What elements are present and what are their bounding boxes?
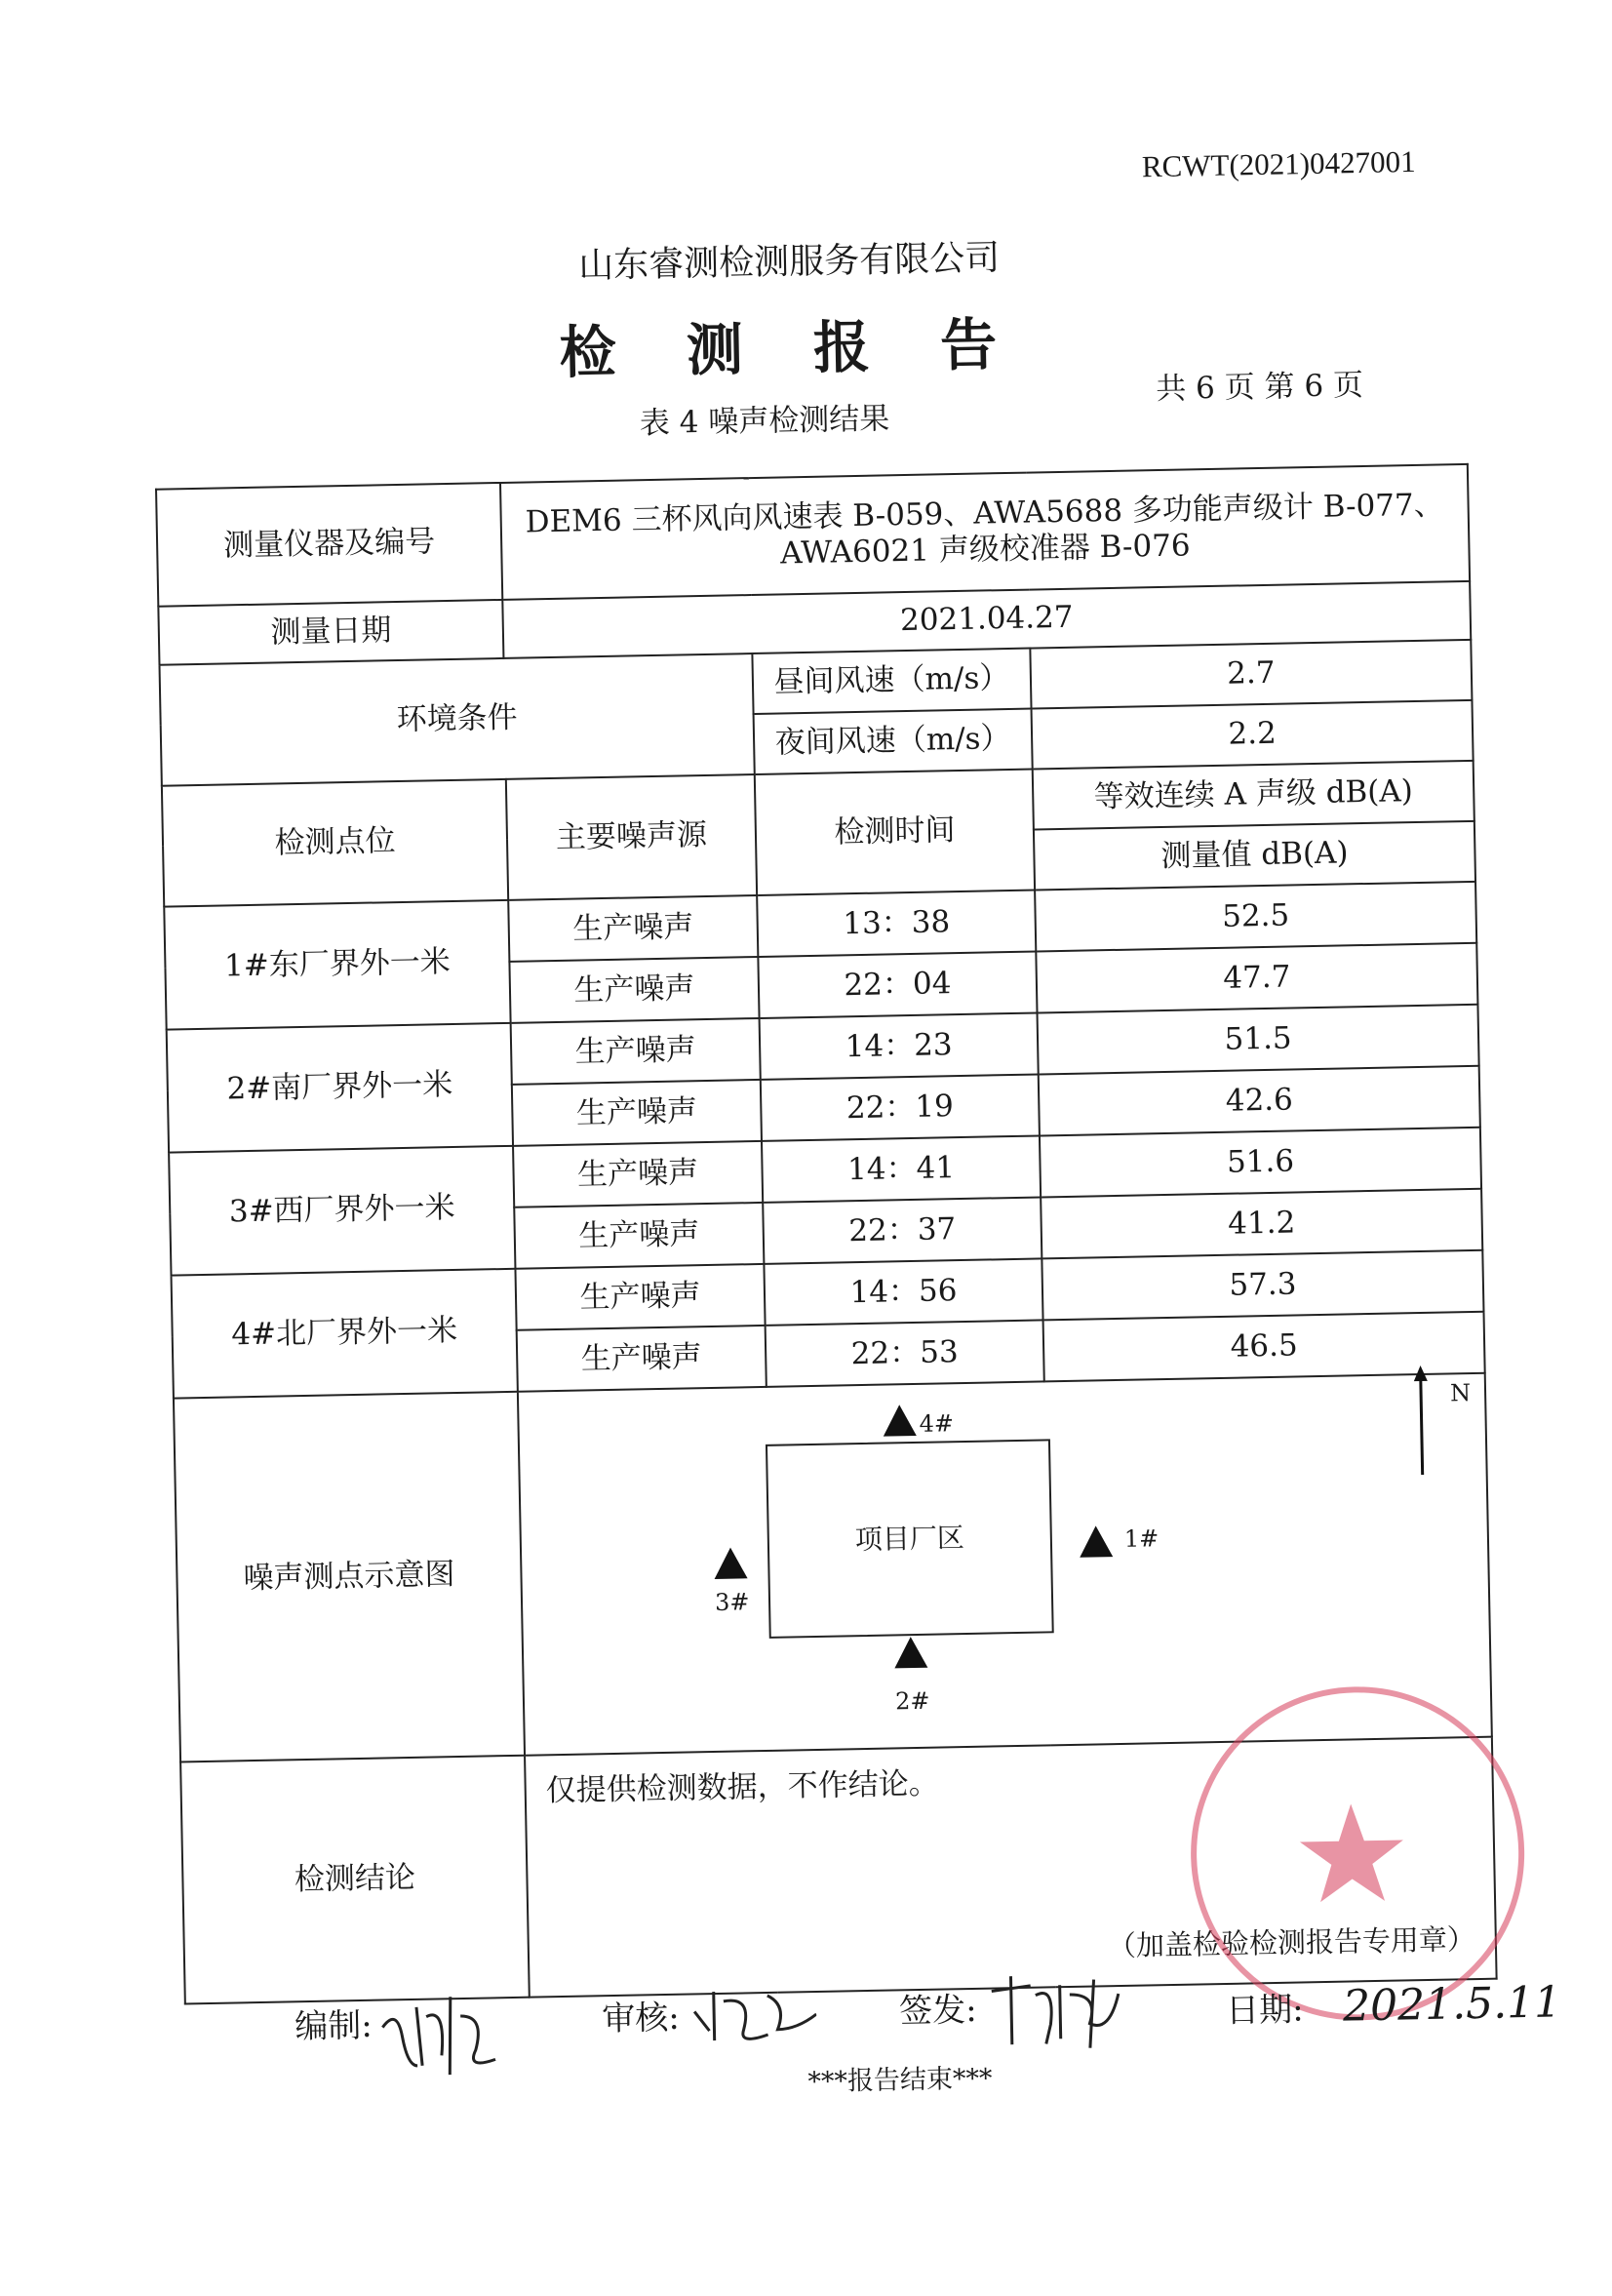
measure-time: 22：19 <box>761 1074 1040 1140</box>
measured-value: 46.5 <box>1043 1312 1485 1382</box>
project-area-box <box>766 1439 1054 1639</box>
point-4-label: 4# <box>919 1409 955 1438</box>
north-label: N <box>1449 1379 1472 1407</box>
night-wind-label: 夜间风速（m/s） <box>754 709 1033 774</box>
reviewer-signature <box>689 1980 817 2050</box>
point-name: 3#西厂界外一米 <box>169 1146 515 1276</box>
noise-source: 生产噪声 <box>508 895 758 962</box>
document-number: RCWT(2021)0427001 <box>1141 143 1416 184</box>
point-name: 4#北厂界外一米 <box>172 1269 518 1399</box>
measured-value: 51.6 <box>1040 1128 1481 1198</box>
triangle-marker-icon <box>714 1547 748 1579</box>
measure-time: 13：38 <box>757 891 1036 957</box>
table-caption: 表 4 噪声检测结果 <box>639 401 890 442</box>
issuer-label: 签发: <box>898 1990 977 2032</box>
point-name: 2#南厂界外一米 <box>167 1023 513 1153</box>
measured-value: 52.5 <box>1035 882 1476 952</box>
measured-value: 41.2 <box>1041 1189 1482 1259</box>
day-wind-label: 昼间风速（m/s） <box>752 649 1031 714</box>
project-area-label: 项目厂区 <box>854 1521 965 1556</box>
triangle-marker-icon <box>1080 1525 1114 1558</box>
day-wind-value: 2.7 <box>1030 640 1472 709</box>
editor-label: 编制: <box>294 2005 374 2047</box>
company-name: 山东睿测检测服务有限公司 <box>577 238 1001 287</box>
editor-signature <box>377 1986 506 2076</box>
diagram-label: 噪声测点示意图 <box>174 1392 525 1762</box>
environment-label: 环境条件 <box>160 653 755 786</box>
official-seal <box>1188 1683 1528 2024</box>
north-arrow-icon <box>1406 1366 1437 1479</box>
page-info: 共 6 页 第 6 页 <box>1155 367 1364 408</box>
measure-time: 22：04 <box>758 952 1037 1018</box>
instruments-value <box>500 464 1470 600</box>
header-source: 主要噪声源 <box>506 774 757 900</box>
instruments-line2: AWA6021 声级校准器 B-076 <box>779 528 1191 572</box>
measure-time: 22：37 <box>763 1197 1042 1263</box>
header-leq: 等效连续 A 声级 dB(A) <box>1033 761 1474 830</box>
date-label-cell: 测量日期 <box>158 600 503 665</box>
triangle-marker-icon <box>883 1405 917 1437</box>
measured-value: 57.3 <box>1042 1250 1483 1321</box>
report-end: ***报告结束*** <box>807 2063 993 2098</box>
report-title: 检 测 报 告 <box>558 310 1023 386</box>
issuer-signature <box>986 1969 1124 2060</box>
noise-source: 生产噪声 <box>515 1264 765 1330</box>
reviewer-label: 审核: <box>601 1998 681 2039</box>
date-label: 日期: <box>1225 1990 1305 2031</box>
point-3-label: 3# <box>714 1588 750 1616</box>
point-name: 1#东厂界外一米 <box>164 900 510 1030</box>
night-wind-value: 2.2 <box>1032 700 1474 770</box>
measured-value: 51.5 <box>1038 1005 1479 1075</box>
noise-source: 生产噪声 <box>513 1141 763 1207</box>
instruments-label: 测量仪器及编号 <box>156 483 502 607</box>
header-point: 检测点位 <box>162 779 508 907</box>
header-time: 检测时间 <box>755 770 1035 895</box>
point-1-label: 1# <box>1123 1524 1160 1553</box>
instruments-line1: DEM6 三杯风向风速表 B-059、AWA5688 多功能声级计 B-077、 <box>525 487 1444 540</box>
measure-time: 14：56 <box>764 1258 1042 1325</box>
measured-value: 42.6 <box>1039 1066 1480 1136</box>
conclusion-text: 仅提供检测数据，不作结论。 <box>545 1765 940 1809</box>
measured-value: 47.7 <box>1036 943 1477 1013</box>
noise-source: 生产噪声 <box>511 1018 761 1085</box>
triangle-marker-icon <box>894 1637 928 1669</box>
point-2-label: 2# <box>894 1686 930 1716</box>
noise-source: 生产噪声 <box>509 957 759 1023</box>
noise-source: 生产噪声 <box>517 1326 767 1392</box>
measure-time: 14：23 <box>760 1012 1039 1079</box>
measure-time: 14：41 <box>762 1135 1041 1202</box>
date-value: 2021.04.27 <box>502 581 1471 658</box>
noise-source: 生产噪声 <box>514 1203 764 1269</box>
noise-source: 生产噪声 <box>512 1080 762 1146</box>
conclusion-label: 检测结论 <box>180 1756 530 2004</box>
sign-date: 2021.5.11 <box>1342 1977 1562 2032</box>
measure-time: 22：53 <box>766 1320 1044 1386</box>
header-measured: 测量值 dB(A) <box>1034 821 1475 891</box>
stamp-note: （加盖检验检测报告专用章） <box>1107 1922 1476 1963</box>
